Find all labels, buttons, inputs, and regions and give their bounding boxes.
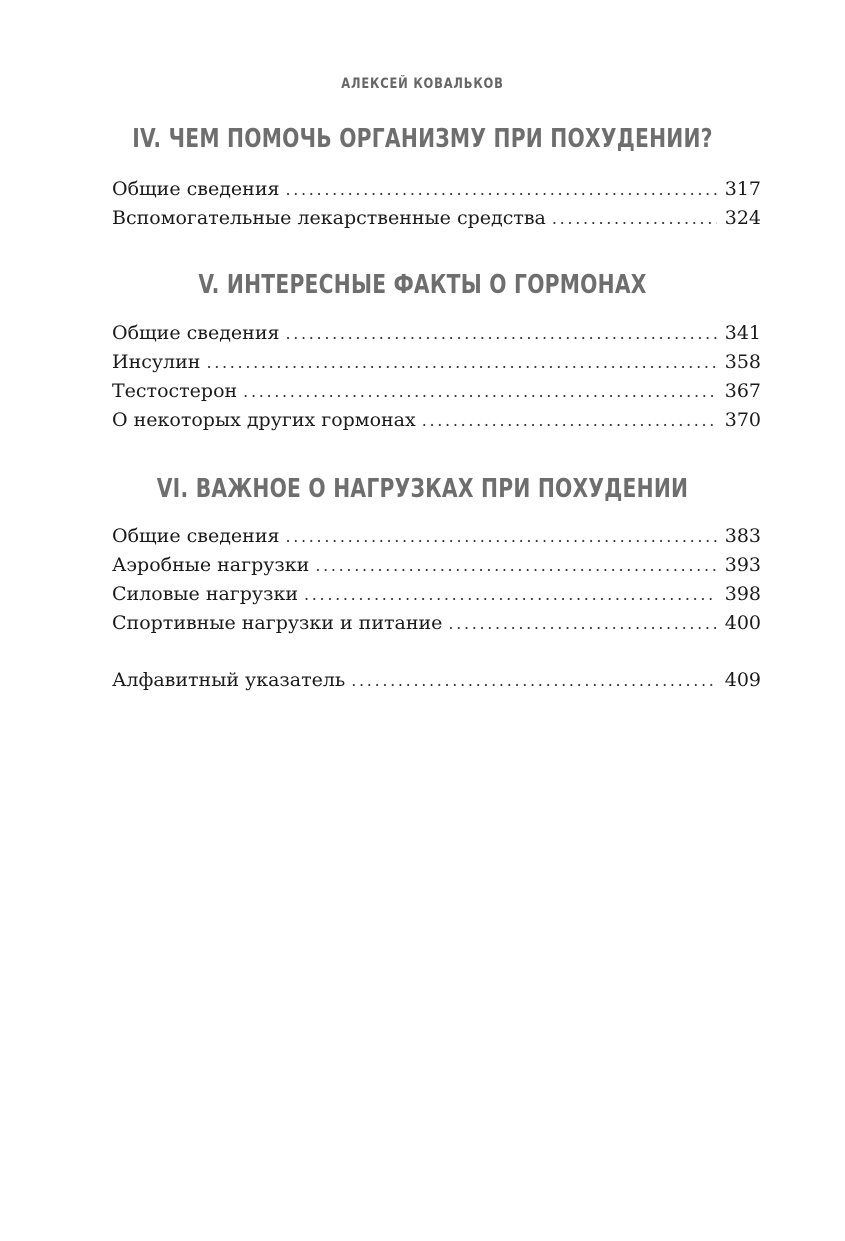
toc-entry[interactable] xyxy=(112,380,761,409)
toc-entry-label: Спортивные нагрузки и питание xyxy=(112,612,443,634)
toc-entry-index[interactable] xyxy=(112,669,761,698)
toc-list-section-iv xyxy=(112,178,761,236)
toc-entry-page: 393 xyxy=(724,554,761,576)
toc-entry-page: 383 xyxy=(724,525,761,547)
dot-leader xyxy=(448,614,717,633)
section-title-vi: VI. ВАЖНОЕ О НАГРУЗКАХ ПРИ ПОХУДЕНИИ xyxy=(156,474,689,504)
dot-leader xyxy=(206,353,717,372)
toc-entry[interactable] xyxy=(112,409,761,438)
toc-entry-label: Аэробные нагрузки xyxy=(112,554,310,576)
toc-entry-page: 370 xyxy=(724,409,761,431)
toc-entry[interactable] xyxy=(112,178,761,207)
toc-entry-page: 358 xyxy=(724,351,761,373)
dot-leader xyxy=(422,411,717,430)
toc-entry-label: О некоторых других гормонах xyxy=(112,409,416,431)
section-title-v: V. ИНТЕРЕСНЫЕ ФАКТЫ О ГОРМОНАХ xyxy=(198,270,647,300)
dot-leader xyxy=(304,585,717,604)
toc-list-section-vi xyxy=(112,525,761,641)
running-head-author: АЛЕКСЕЙ КОВАЛЬКОВ xyxy=(341,76,504,92)
toc-entry-page: 341 xyxy=(724,322,761,344)
dot-leader xyxy=(285,324,717,343)
toc-entry-label: Вспомогательные лекарственные средства xyxy=(112,207,546,229)
dot-leader xyxy=(351,671,717,690)
toc-list-index xyxy=(112,669,761,698)
toc-entry[interactable] xyxy=(112,554,761,583)
toc-list-section-v xyxy=(112,322,761,438)
section-title-iv: IV. ЧЕМ ПОМОЧЬ ОРГАНИЗМУ ПРИ ПОХУДЕНИИ? xyxy=(132,124,713,154)
toc-entry[interactable] xyxy=(112,351,761,380)
toc-entry-label: Общие сведения xyxy=(112,322,280,344)
toc-entry-label: Общие сведения xyxy=(112,178,280,200)
toc-entry[interactable] xyxy=(112,322,761,351)
toc-entry-label: Общие сведения xyxy=(112,525,280,547)
dot-leader xyxy=(315,556,717,575)
dot-leader xyxy=(243,382,717,401)
toc-entry-page: 324 xyxy=(724,207,761,229)
toc-entry-page: 409 xyxy=(724,669,761,691)
toc-entry[interactable] xyxy=(112,583,761,612)
toc-entry-page: 367 xyxy=(724,380,761,402)
toc-entry-label: Тестостерон xyxy=(112,380,238,402)
toc-entry[interactable] xyxy=(112,525,761,554)
dot-leader xyxy=(285,527,717,546)
dot-leader xyxy=(285,180,717,199)
toc-entry-page: 398 xyxy=(724,583,761,605)
toc-entry-page: 317 xyxy=(724,178,761,200)
toc-entry[interactable] xyxy=(112,207,761,236)
toc-entry[interactable] xyxy=(112,612,761,641)
toc-entry-label: Силовые нагрузки xyxy=(112,583,299,605)
toc-entry-page: 400 xyxy=(724,612,761,634)
dot-leader xyxy=(552,209,717,228)
toc-entry-label: Инсулин xyxy=(112,351,201,373)
toc-entry-label: Алфавитный указатель xyxy=(112,669,346,691)
